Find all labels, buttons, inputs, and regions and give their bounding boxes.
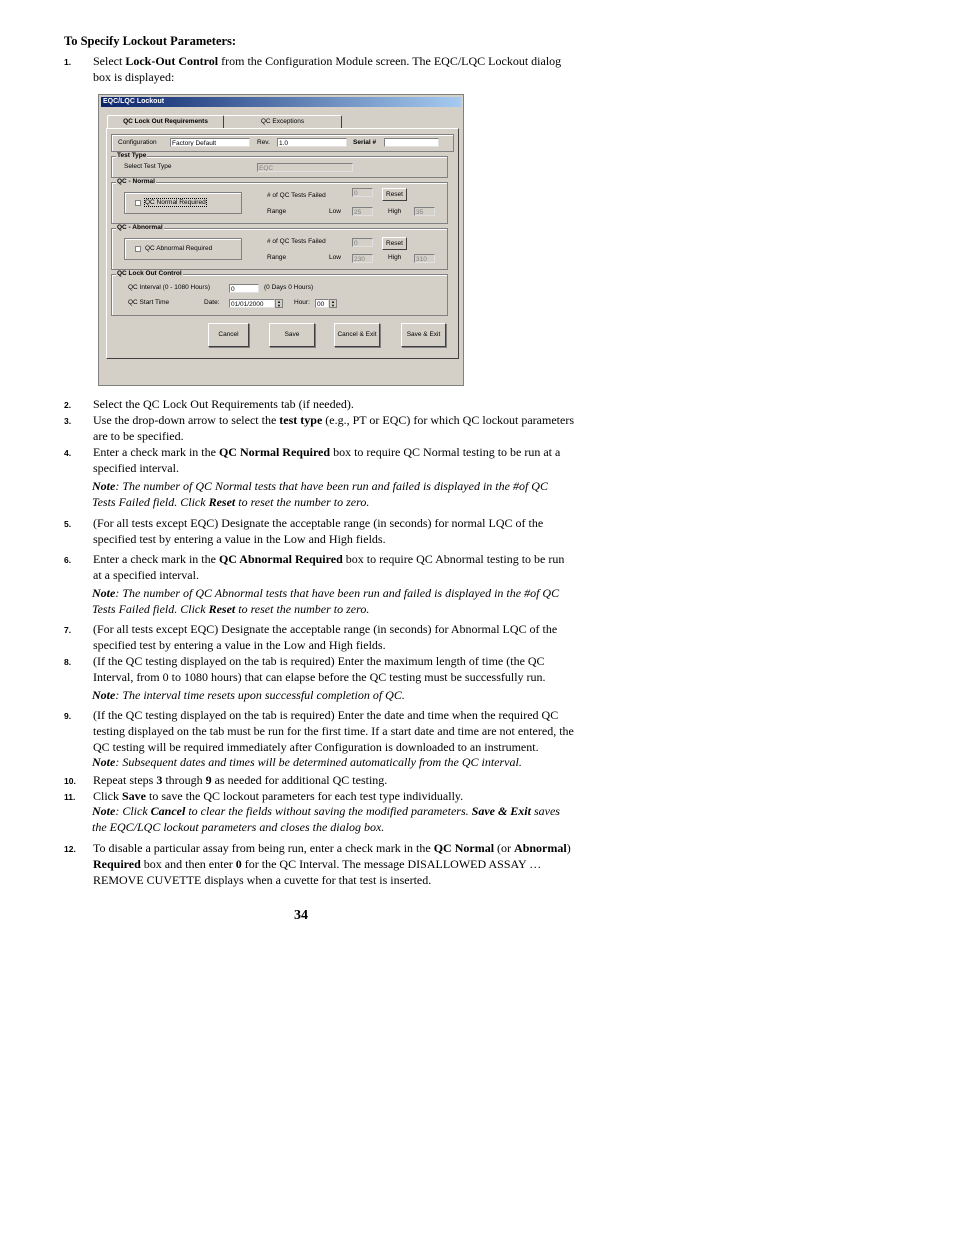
date-label: Date: bbox=[204, 299, 220, 306]
abnormal-reset-button[interactable]: Reset bbox=[382, 237, 407, 250]
test-type-group bbox=[111, 152, 448, 178]
date-spinner[interactable]: ▲ ▼ bbox=[275, 299, 283, 308]
step-number: 5. bbox=[64, 519, 72, 529]
normal-high-label: High bbox=[388, 208, 402, 215]
qc-interval-label: QC Interval (0 - 1080 Hours) bbox=[128, 284, 211, 291]
step-number: 9. bbox=[64, 711, 72, 721]
step-2: 2. Select the QC Lock Out Requirements tab (if needed). bbox=[64, 397, 354, 411]
normal-reset-button[interactable]: Reset bbox=[382, 188, 407, 201]
qc-abnormal-required-label: QC Abnormal Required bbox=[145, 245, 213, 252]
step-11: 11. Click Save to save the QC lockout parameters for each test type individually. bbox=[64, 789, 464, 803]
hour-label: Hour: bbox=[294, 299, 310, 306]
qc-normal-required-checkbox[interactable] bbox=[135, 200, 141, 206]
qc-interval-description: (0 Days 0 Hours) bbox=[264, 284, 314, 291]
note-3: Note: The interval time resets upon successful completion of QC. bbox=[92, 688, 405, 702]
abnormal-low-label: Low bbox=[329, 254, 341, 261]
note-1: Note: The number of QC Normal tests that have been run and failed is displayed in the #of QC Tests Failed field. Click Reset to reset the number to zero. bbox=[92, 479, 548, 509]
tab-qc-lock-out-requirements[interactable]: QC Lock Out Requirements bbox=[107, 115, 224, 128]
test-type-dropdown[interactable]: EQC bbox=[257, 163, 353, 172]
configuration-group bbox=[111, 134, 454, 152]
abnormal-failed-field: 0 bbox=[352, 238, 373, 247]
step-number: 4. bbox=[64, 448, 72, 458]
hour-spinner[interactable]: ▲ ▼ bbox=[329, 299, 337, 308]
abnormal-failed-label: # of QC Tests Failed bbox=[267, 238, 326, 245]
cancel-button[interactable]: Cancel bbox=[208, 323, 249, 347]
qc-abnormal-required-checkbox[interactable] bbox=[135, 246, 141, 252]
step-number: 8. bbox=[64, 657, 72, 667]
qc-abnormal-box bbox=[124, 238, 242, 260]
step-10: 10. Repeat steps 3 through 9 as needed for additional QC testing. bbox=[64, 773, 388, 787]
normal-range-label: Range bbox=[267, 208, 287, 215]
test-type-group-label: Test Type bbox=[117, 152, 147, 159]
step-5: 5. (For all tests except EQC) Designate the acceptable range (in seconds) for normal LQC of the specified test by entering a value in the Low and High fields. bbox=[64, 516, 544, 546]
qc-start-time-label: QC Start Time bbox=[128, 299, 170, 306]
serial-field[interactable] bbox=[384, 138, 439, 147]
configuration-field[interactable]: Factory Default bbox=[170, 138, 250, 147]
qc-abnormal-group bbox=[111, 224, 448, 270]
normal-failed-field: 0 bbox=[352, 188, 373, 197]
step-number: 7. bbox=[64, 625, 72, 635]
step-number: 11. bbox=[64, 792, 76, 802]
serial-label: Serial # bbox=[353, 139, 377, 146]
note-5: Note: Click Cancel to clear the fields without saving the modified parameters. Save & Exit saves the EQC/LQC lockout parameters and closes the dialog box. bbox=[92, 804, 560, 834]
note-4: Note: Subsequent dates and times will be determined automatically from the QC interval. bbox=[92, 755, 522, 769]
qc-abnormal-group-label: QC - Abnormal bbox=[117, 224, 163, 231]
abnormal-high-label: High bbox=[388, 254, 402, 261]
note-2: Note: The number of QC Abnormal tests that have been run and failed is displayed in the #of QC Tests Failed field. Click Reset to reset the number to zero. bbox=[92, 586, 560, 616]
step-12: 12. To disable a particular assay from being run, enter a check mark in the QC Normal (or Abnormal) Required box and then enter 0 for the QC Interval. The message DISALLOWED ASSAY … REMOVE CUVETTE displays when a cuvette for that test is inserted. bbox=[64, 841, 571, 887]
cancel-and-exit-button[interactable]: Cancel & Exit bbox=[334, 323, 380, 347]
normal-low-label: Low bbox=[329, 208, 341, 215]
qc-normal-group bbox=[111, 178, 448, 224]
date-field[interactable]: 01/01/2000 bbox=[229, 299, 275, 308]
abnormal-range-label: Range bbox=[267, 254, 287, 261]
step-number: 12. bbox=[64, 844, 76, 854]
tab-qc-exceptions[interactable]: QC Exceptions bbox=[223, 115, 342, 128]
save-button[interactable]: Save bbox=[269, 323, 315, 347]
step-number: 3. bbox=[64, 416, 72, 426]
step-8: 8. (If the QC testing displayed on the tab is required) Enter the maximum length of time (the QC Interval, from 0 to 1080 hours) that can elapse before the QC testing must be successfully run. bbox=[64, 654, 546, 684]
save-and-exit-button[interactable]: Save & Exit bbox=[401, 323, 446, 347]
qc-normal-box bbox=[124, 192, 242, 214]
abnormal-low-field[interactable]: 230 bbox=[352, 254, 373, 263]
step-number: 1. bbox=[64, 57, 72, 67]
eqc-lqc-lockout-dialog bbox=[98, 94, 464, 386]
rev-label: Rev. bbox=[257, 139, 270, 146]
abnormal-high-field[interactable]: 310 bbox=[414, 254, 435, 263]
qc-normal-group-label: QC - Normal bbox=[117, 178, 155, 185]
step-1: 1. Select Lock-Out Control from the Configuration Module screen. The EQC/LQC Lockout dialog box is displayed: bbox=[64, 54, 562, 84]
qc-normal-required-label: QC Normal Required bbox=[145, 199, 206, 206]
normal-high-field[interactable]: 35 bbox=[414, 207, 435, 216]
configuration-label: Configuration bbox=[118, 139, 157, 146]
step-7: 7. (For all tests except EQC) Designate the acceptable range (in seconds) for Abnormal LQC of the specified test by entering a value in the Low and High fields. bbox=[64, 622, 558, 652]
step-9: 9. (If the QC testing displayed on the tab is required) Enter the date and time when the required QC testing displayed on the tab must be run for the first time. If a start date and time are not entered, the QC testing will be required immediately after Configuration is downloaded to an instrument. bbox=[64, 708, 574, 754]
qc-interval-field[interactable]: 0 bbox=[229, 284, 259, 293]
step-6: 6. Enter a check mark in the QC Abnormal Required box to require QC Abnormal testing to be run at a specified interval. bbox=[64, 552, 565, 582]
step-4: 4. Enter a check mark in the QC Normal Required box to require QC Normal testing to be run at a specified interval. bbox=[64, 445, 561, 475]
rev-field[interactable]: 1.0 bbox=[277, 138, 347, 147]
step-number: 6. bbox=[64, 555, 72, 565]
qc-lockout-control-group-label: QC Lock Out Control bbox=[117, 270, 182, 277]
tab-panel bbox=[106, 128, 459, 359]
dialog-title: EQC/LQC Lockout bbox=[101, 97, 461, 107]
step-number: 2. bbox=[64, 400, 72, 410]
normal-low-field[interactable]: 25 bbox=[352, 207, 373, 216]
step-3: 3. Use the drop-down arrow to select the test type (e.g., PT or EQC) for which QC lockout parameters are to be specified. bbox=[64, 413, 574, 443]
section-heading: To Specify Lockout Parameters: bbox=[64, 34, 237, 48]
select-test-type-label: Select Test Type bbox=[124, 163, 172, 170]
step-number: 10. bbox=[64, 776, 76, 786]
normal-failed-label: # of QC Tests Failed bbox=[267, 192, 326, 199]
qc-lockout-control-group bbox=[111, 270, 448, 316]
hour-field[interactable]: 00 bbox=[315, 299, 329, 308]
page-number: 34 bbox=[294, 908, 308, 923]
